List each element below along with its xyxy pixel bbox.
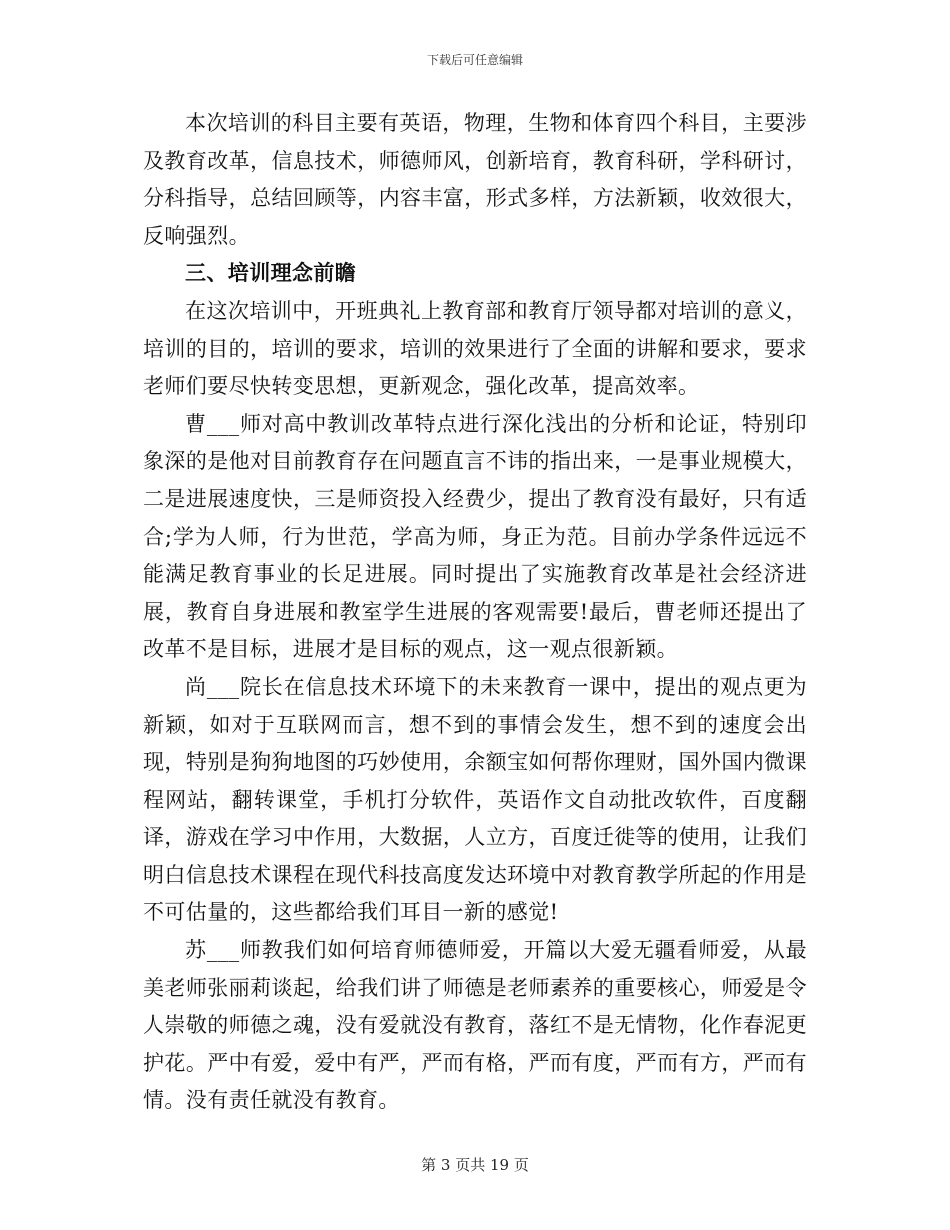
paragraph-cao-teacher: 曹___师对高中教训改革特点进行深化浅出的分析和论证，特别印象深的是他对目前教育存在问题直言不讳的指出来，一是事业规模大，二是进展速度快，三是师资投入经费少，提出了教育没有最好，只有适合;学为人师，行为世范，学高为师，身正为范。目前办学条件远远不能满足教育事业的长足进展。同时提出了实施教育改革是社会经济进展，教育自身进展和教室学生进展的客观需要!最后，曹老师还提出了改革不是目标，进展才是目标的观点，这一观点很新颖。	[143, 411, 807, 662]
paragraph-training-subjects: 本次培训的科目主要有英语，物理，生物和体育四个科目，主要涉及教育改革，信息技术，师德师风，创新培育，教育科研，学科研讨，分科指导，总结回顾等，内容丰富，形式多样，方法新颖，收效很大，反响强烈。	[143, 111, 807, 248]
page-number-footer: 第 3 页共 19 页	[421, 1156, 529, 1174]
page-header: 下载后可任意编辑	[426, 53, 523, 67]
paragraph-shang-dean: 尚___院长在信息技术环境下的未来教育一课中，提出的观点更为新颖，如对于互联网而言，想不到的事情会发生，想不到的速度会出现，特别是狗狗地图的巧妙使用，余额宝如何帮你理财，国外国内微课程网站，翻转课堂，手机打分软件，英语作文自动批改软件，百度翻译，游戏在学习中作用，大数据，人立方，百度迁徙等的使用，让我们明白信息技术课程在现代科技高度发达环境中对教育教学所起的作用是不可估量的，这些都给我们耳目一新的感觉!	[143, 674, 807, 925]
section-heading-training-concepts: 三、培训理念前瞻	[185, 261, 357, 286]
paragraph-su-teacher: 苏___师教我们如何培育师德师爱，开篇以大爱无疆看师爱，从最美老师张丽莉谈起，给我们讲了师德是老师素养的重要核心，师爱是令人崇敬的师德之魂，没有爱就没有教育，落红不是无情物，化作春泥更护花。严中有爱，爱中有严，严而有格，严而有度，严而有方，严而有情。没有责任就没有教育。	[143, 938, 807, 1113]
document-body	[143, 105, 807, 1120]
paragraph-opening-ceremony: 在这次培训中，开班典礼上教育部和教育厅领导都对培训的意义，培训的目的，培训的要求，培训的效果进行了全面的讲解和要求，要求老师们要尽快转变思想，更新观念，强化改革，提高效率。	[143, 298, 807, 399]
